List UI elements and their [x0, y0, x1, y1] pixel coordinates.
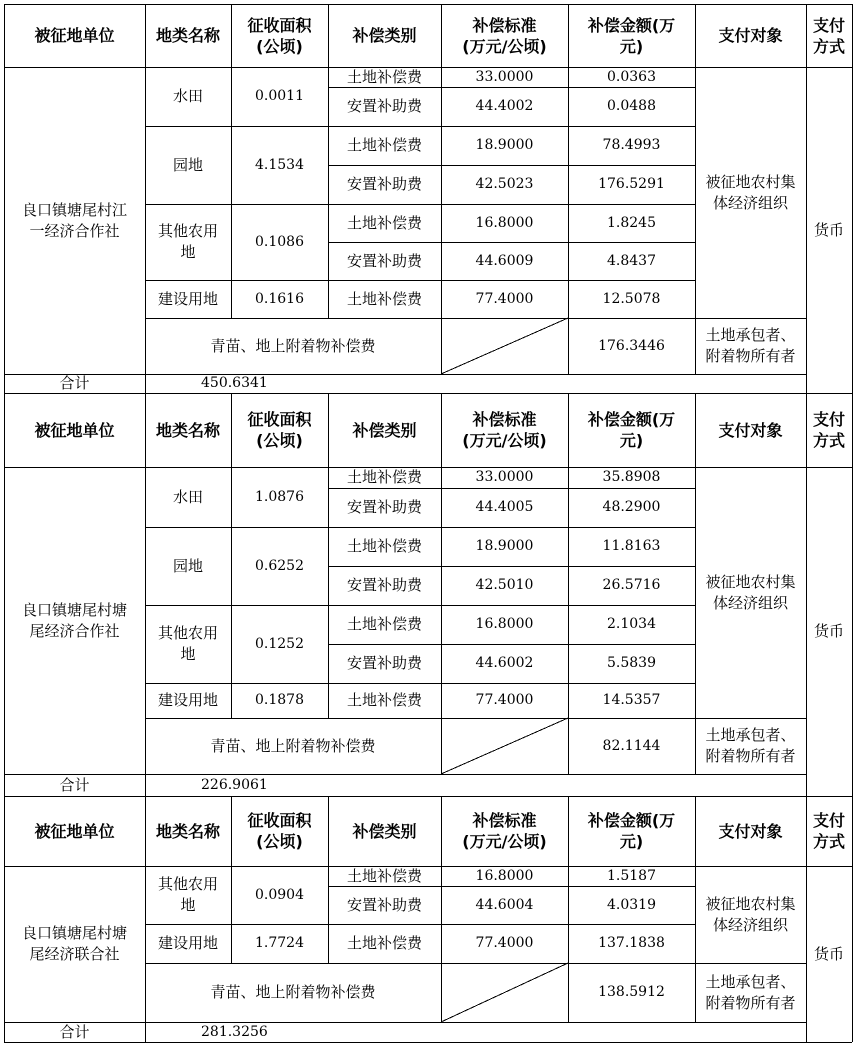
comp-amount: 12.5078 [602, 290, 661, 307]
payment-method: 货币 [813, 220, 844, 239]
land-type-name: 园地 [172, 556, 203, 575]
land-area: 1.7724 [255, 935, 304, 951]
comp-type: 土地补偿费 [346, 289, 422, 308]
payment-method: 货币 [813, 944, 844, 963]
crop-amount: 82.1144 [602, 737, 661, 754]
crop-compensation-label: 青苗、地上附着物补偿费 [210, 983, 376, 1001]
comp-standard: 44.4005 [475, 499, 534, 515]
comp-amount: 35.8908 [602, 469, 661, 485]
comp-amount: 48.2900 [602, 499, 661, 515]
comp-type: 土地补偿费 [346, 934, 422, 952]
comp-type: 安置补助费 [346, 576, 422, 594]
payee-owners: 土地承包者、 附着物所有者 [705, 326, 796, 365]
payee-collective: 被征地农村集 体经济组织 [705, 572, 796, 612]
total-amount: 450.6341 [201, 375, 268, 391]
comp-standard: 42.5010 [475, 577, 534, 593]
land-area: 0.0904 [255, 886, 304, 903]
header-comp-type: 补偿类别 [352, 420, 417, 440]
comp-amount: 5.5839 [607, 655, 656, 671]
header-land-type: 地类名称 [155, 420, 220, 440]
land-area: 0.1086 [255, 233, 304, 250]
comp-standard: 33.0000 [475, 469, 534, 485]
payee-collective: 被征地农村集 体经济组织 [705, 172, 796, 212]
payee-owners: 土地承包者、 附着物所有者 [705, 726, 796, 765]
comp-type: 土地补偿费 [346, 691, 422, 709]
diagonal-line [441, 963, 568, 1022]
comp-standard: 77.4000 [475, 290, 534, 307]
comp-amount: 14.5357 [602, 692, 661, 708]
comp-amount: 26.5716 [602, 577, 661, 593]
comp-amount: 4.8437 [607, 252, 656, 269]
header-standard: 补偿标准 (万元/公顷) [462, 410, 547, 450]
diagonal-line [441, 318, 568, 374]
total-label: 合计 [59, 775, 90, 794]
comp-amount: 2.1034 [607, 616, 656, 632]
total-label: 合计 [59, 374, 90, 392]
diagonal-line [441, 718, 568, 774]
comp-amount: 78.4993 [602, 137, 661, 153]
header-area: 征收面积 (公顷) [247, 811, 312, 851]
land-type-name: 园地 [172, 155, 203, 174]
comp-type: 安置补助费 [346, 175, 422, 193]
comp-amount: 1.8245 [607, 214, 656, 231]
comp-standard: 77.4000 [475, 935, 534, 951]
comp-amount: 137.1838 [598, 935, 665, 951]
comp-standard: 44.6002 [475, 655, 534, 671]
comp-standard: 18.9000 [475, 137, 534, 153]
header-payee: 支付对象 [718, 821, 783, 841]
header-comp-type: 补偿类别 [352, 821, 417, 841]
header-amount: 补偿金额(万 元) [587, 811, 676, 851]
total-amount: 281.3256 [201, 1023, 268, 1040]
land-area: 0.6252 [255, 557, 304, 574]
comp-type: 安置补助费 [346, 654, 422, 672]
header-area: 征收面积 (公顷) [247, 15, 312, 56]
payee-owners: 土地承包者、 附着物所有者 [705, 972, 796, 1012]
header-unit: 被征地单位 [34, 420, 115, 440]
land-type-name: 水田 [172, 87, 203, 105]
land-area: 0.0011 [255, 88, 304, 104]
land-area: 1.0876 [255, 488, 304, 505]
land-area: 0.1878 [255, 692, 304, 708]
comp-standard: 33.0000 [475, 68, 534, 85]
comp-standard: 16.8000 [475, 867, 534, 884]
payee-collective: 被征地农村集 体经济组织 [705, 894, 796, 934]
comp-amount: 1.5187 [607, 867, 656, 884]
header-payee: 支付对象 [718, 26, 783, 45]
header-amount: 补偿金额(万 元) [587, 15, 676, 56]
land-type-name: 建设用地 [157, 691, 218, 709]
land-type-name: 建设用地 [157, 934, 218, 952]
comp-standard: 42.5023 [475, 176, 534, 192]
header-payment: 支付 方式 [812, 811, 845, 851]
header-standard: 补偿标准 (万元/公顷) [462, 15, 547, 56]
comp-standard: 16.8000 [475, 214, 534, 231]
total-amount: 226.9061 [201, 776, 268, 793]
comp-standard: 44.6009 [475, 252, 534, 269]
comp-standard: 16.8000 [475, 616, 534, 632]
unit-name: 良口镇塘尾村江 一经济合作社 [21, 200, 127, 240]
comp-type: 安置补助费 [346, 498, 422, 516]
header-payment: 支付 方式 [812, 15, 845, 56]
unit-name: 良口镇塘尾村塘 尾经济合作社 [21, 600, 127, 640]
header-standard: 补偿标准 (万元/公顷) [462, 811, 547, 851]
land-type-name: 其他农用 地 [157, 624, 218, 663]
comp-type: 土地补偿费 [346, 213, 422, 232]
land-area: 4.1534 [255, 156, 304, 173]
header-comp-type: 补偿类别 [352, 26, 417, 45]
header-payment: 支付 方式 [812, 410, 845, 450]
comp-amount: 4.0319 [607, 896, 656, 913]
header-payee: 支付对象 [718, 420, 783, 440]
comp-type: 土地补偿费 [346, 136, 422, 154]
land-type-name: 建设用地 [157, 289, 218, 308]
total-label: 合计 [59, 1022, 90, 1041]
comp-standard: 44.4002 [475, 98, 534, 114]
comp-type: 安置补助费 [346, 97, 422, 115]
land-area: 0.1252 [255, 635, 304, 652]
header-amount: 补偿金额(万 元) [587, 410, 676, 450]
comp-amount: 176.5291 [598, 176, 665, 192]
crop-amount: 138.5912 [598, 984, 665, 1000]
header-land-type: 地类名称 [155, 26, 220, 45]
comp-type: 安置补助费 [346, 895, 422, 914]
unit-name: 良口镇塘尾村塘 尾经济联合社 [21, 924, 127, 963]
comp-type: 土地补偿费 [346, 866, 422, 885]
comp-amount: 11.8163 [602, 538, 661, 554]
comp-amount: 0.0488 [607, 98, 656, 114]
comp-type: 土地补偿费 [346, 615, 422, 633]
payment-method: 货币 [813, 622, 844, 640]
header-unit: 被征地单位 [34, 26, 115, 45]
header-area: 征收面积 (公顷) [247, 410, 312, 450]
land-type-name: 其他农用 地 [157, 222, 218, 261]
land-area: 0.1616 [255, 290, 304, 307]
crop-amount: 176.3446 [598, 337, 665, 354]
comp-standard: 44.6004 [475, 896, 534, 913]
comp-type: 土地补偿费 [346, 67, 422, 86]
land-type-name: 水田 [172, 487, 203, 506]
comp-type: 土地补偿费 [346, 468, 422, 486]
land-type-name: 其他农用 地 [157, 875, 218, 914]
comp-standard: 18.9000 [475, 538, 534, 554]
comp-amount: 0.0363 [607, 68, 656, 85]
comp-type: 土地补偿费 [346, 537, 422, 555]
crop-compensation-label: 青苗、地上附着物补偿费 [210, 736, 376, 755]
comp-type: 安置补助费 [346, 251, 422, 270]
header-unit: 被征地单位 [34, 821, 115, 841]
crop-compensation-label: 青苗、地上附着物补偿费 [210, 336, 376, 355]
header-land-type: 地类名称 [155, 821, 220, 841]
comp-standard: 77.4000 [475, 692, 534, 708]
